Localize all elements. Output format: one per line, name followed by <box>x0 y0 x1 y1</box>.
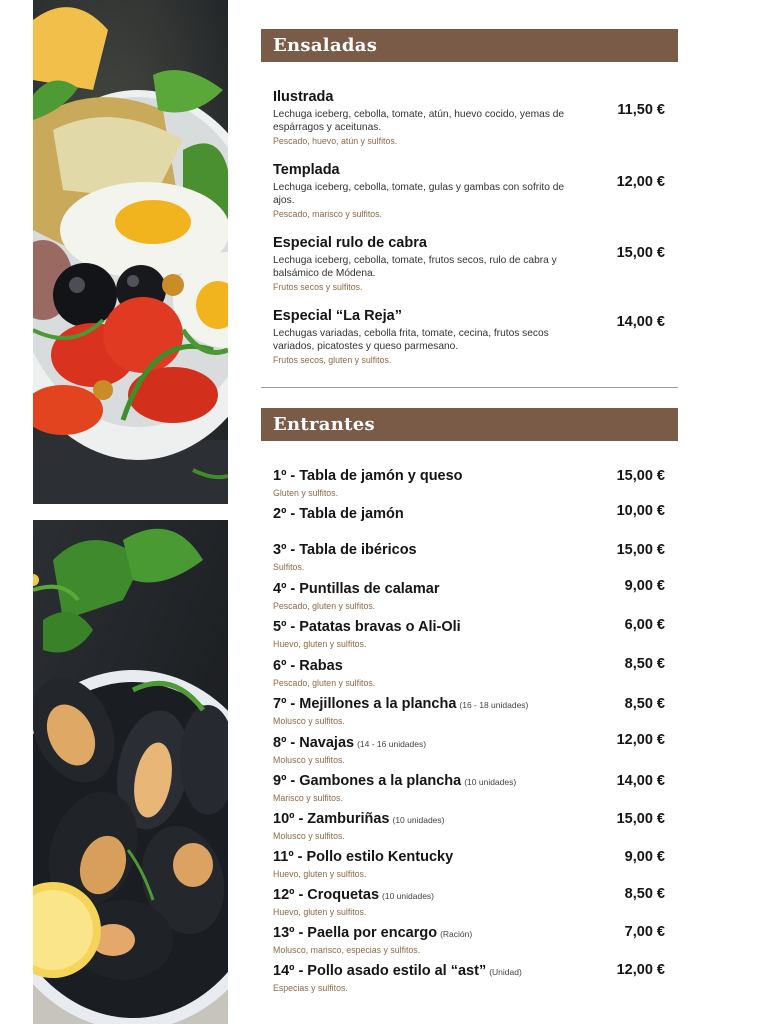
menu-item-12 <box>273 887 669 918</box>
item-description: Lechugas variadas, cebolla frita, tomate, cecina, frutos secos variados, picatostes y queso parmesano. <box>273 328 549 352</box>
item-name-text: 1º - Tabla de jamón y queso <box>273 468 463 484</box>
item-allergens: Frutos secos, gluten y sulfitos. <box>273 355 392 365</box>
item-price: 10,00 € <box>616 503 665 519</box>
menu-item-11 <box>273 849 669 880</box>
item-name: Ilustrada <box>273 89 334 105</box>
item-name: Templada <box>273 162 340 178</box>
item-name <box>273 773 669 791</box>
item-note: (14 - 16 unidades) <box>357 739 427 749</box>
item-note: (10 unidades) <box>382 891 435 901</box>
item-price: 7,00 € <box>624 924 665 940</box>
item-price: 8,50 € <box>624 886 665 902</box>
item-price: 15,00 € <box>616 542 665 558</box>
item-name-text: 11º - Pollo estilo Kentucky <box>273 849 454 865</box>
item-allergens: Gluten y sulfitos. <box>273 488 339 498</box>
item-price: 12,00 € <box>616 962 665 978</box>
item-name <box>273 506 669 524</box>
item-allergens: Frutos secos y sulfitos. <box>273 282 363 292</box>
salad-photo <box>33 0 228 504</box>
item-description: Lechuga iceberg, cebolla, tomate, atún, huevo cocido, yemas de espárragos y aceitunas. <box>273 109 565 133</box>
item-allergens: Pescado, marisco y sulfitos. <box>273 209 383 219</box>
item-name <box>273 619 669 637</box>
menu-item-templada <box>273 162 669 220</box>
item-price: 14,00 € <box>616 773 665 789</box>
item-name-text: 14º - Pollo asado estilo al “ast” <box>273 963 487 979</box>
item-price: 9,00 € <box>624 578 665 594</box>
item-name <box>273 581 669 599</box>
item-allergens: Molusco y sulfitos. <box>273 831 345 841</box>
item-name <box>273 696 669 714</box>
menu-item-9 <box>273 773 669 804</box>
item-allergens: Huevo, gluten y sulfitos. <box>273 869 367 879</box>
item-name-text: 10º - Zamburiñas <box>273 811 390 827</box>
menu-item-7 <box>273 696 669 727</box>
menu-item-especial-la-reja <box>273 308 669 366</box>
item-price: 8,50 € <box>624 696 665 712</box>
item-price: 6,00 € <box>624 617 665 633</box>
item-name <box>273 811 669 829</box>
menu-item-2 <box>273 503 669 526</box>
item-name <box>273 658 669 676</box>
item-description: Lechuga iceberg, cebolla, tomate, gulas y gambas con sofrito de ajos. <box>273 182 565 206</box>
item-name-text: 7º - Mejillones a la plancha <box>273 696 457 712</box>
item-allergens: Molusco, marisco, especias y sulfitos. <box>273 945 421 955</box>
item-name <box>273 887 669 905</box>
menu-item-1 <box>273 468 669 499</box>
item-note: (Unidad) <box>489 967 522 977</box>
section-header-entrantes: Entrantes <box>261 408 678 441</box>
menu-item-5 <box>273 619 669 650</box>
section-divider <box>261 387 678 388</box>
item-allergens: Marisco y sulfitos. <box>273 793 343 803</box>
item-price: 14,00 € <box>616 314 665 330</box>
item-allergens: Pescado, gluten y sulfitos. <box>273 678 376 688</box>
item-name: Especial “La Reja” <box>273 308 402 324</box>
item-note: (Ración) <box>440 929 473 939</box>
item-price: 15,00 € <box>616 811 665 827</box>
menu-item-especial-rulo-de-cabra <box>273 235 669 293</box>
item-name-text: 13º - Paella por encargo <box>273 925 438 941</box>
item-name: Especial rulo de cabra <box>273 235 427 251</box>
item-allergens: Huevo, gluten y sulfitos. <box>273 907 367 917</box>
item-price: 15,00 € <box>616 245 665 261</box>
item-name <box>273 849 669 867</box>
item-allergens: Pescado, gluten y sulfitos. <box>273 601 376 611</box>
menu-item-3 <box>273 542 669 573</box>
item-name <box>273 542 669 560</box>
item-price: 15,00 € <box>616 468 665 484</box>
item-note: (16 - 18 unidades) <box>459 700 529 710</box>
item-allergens: Molusco y sulfitos. <box>273 755 345 765</box>
item-name-text: 9º - Gambones a la plancha <box>273 773 462 789</box>
item-name-text: 2º - Tabla de jamón <box>273 506 404 522</box>
item-allergens: Pescado, huevo, atún y sulfitos. <box>273 136 398 146</box>
item-allergens: Molusco y sulfitos. <box>273 716 345 726</box>
item-price: 8,50 € <box>624 656 665 672</box>
item-name <box>273 735 669 753</box>
item-allergens: Huevo, gluten y sulfitos. <box>273 639 367 649</box>
item-price: 9,00 € <box>624 849 665 865</box>
item-description: Lechuga iceberg, cebolla, tomate, frutos secos, rulo de cabra y balsámico de Módena. <box>273 255 557 279</box>
item-price: 11,50 € <box>617 102 665 118</box>
item-name <box>273 925 669 943</box>
item-name-text: 4º - Puntillas de calamar <box>273 581 440 597</box>
item-name-text: 3º - Tabla de ibéricos <box>273 542 417 558</box>
item-price: 12,00 € <box>616 732 665 748</box>
menu-item-13 <box>273 925 669 956</box>
menu-item-10 <box>273 811 669 842</box>
menu-item-14 <box>273 963 669 994</box>
item-name <box>273 963 669 981</box>
item-note: (10 unidades) <box>392 815 445 825</box>
item-name-text: 12º - Croquetas <box>273 887 380 903</box>
item-allergens: Especias y sulfitos. <box>273 983 348 993</box>
item-name-text: 5º - Patatas bravas o Ali-Oli <box>273 619 461 635</box>
menu-item-4 <box>273 578 669 612</box>
item-price: 12,00 € <box>616 174 665 190</box>
item-note: (10 unidades) <box>464 777 517 787</box>
mussels-photo <box>33 520 228 1024</box>
item-name <box>273 468 669 486</box>
item-name-text: 8º - Navajas <box>273 735 355 751</box>
item-name-text: 6º - Rabas <box>273 658 343 674</box>
item-allergens: Sulfitos. <box>273 562 305 572</box>
menu-item-8 <box>273 732 669 766</box>
menu-item-6 <box>273 658 669 689</box>
menu-item-ilustrada <box>273 89 669 147</box>
section-header-ensaladas: Ensaladas <box>261 29 678 62</box>
